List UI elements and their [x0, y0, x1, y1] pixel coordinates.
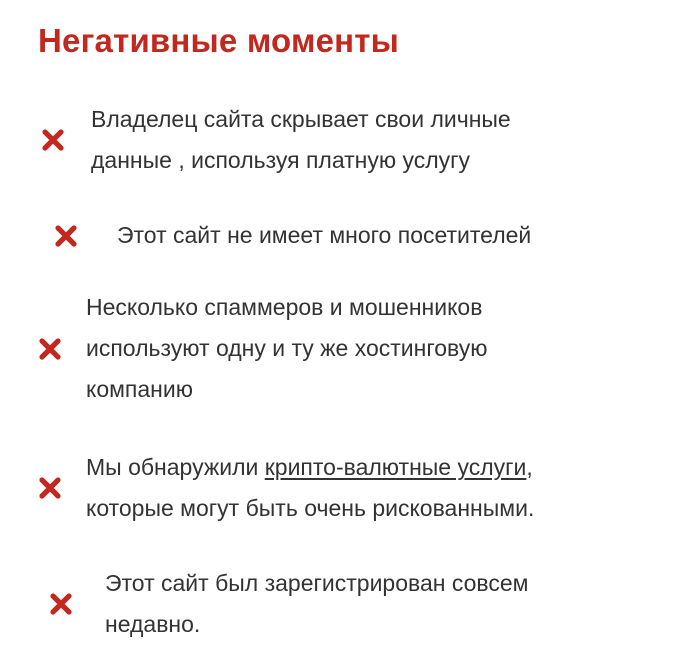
- negative-item: [53, 215, 531, 256]
- cross-icon: [37, 336, 63, 362]
- negative-item: [37, 447, 534, 529]
- item-text: [105, 563, 528, 645]
- negative-item: [37, 287, 488, 410]
- item-text-line: Владелец сайта скрывает свои личные: [91, 106, 511, 132]
- item-text-line: которые могут быть очень рискованными.: [86, 495, 535, 521]
- item-text: [86, 447, 534, 529]
- item-text-line: компанию: [86, 376, 193, 402]
- item-text-line: [86, 447, 534, 488]
- cross-icon: [48, 591, 74, 617]
- item-text-line: недавно.: [105, 611, 201, 637]
- item-text-line: Этот сайт не имеет много посетителей: [117, 222, 532, 248]
- item-text-line: Этот сайт был зарегистрирован совсем: [105, 570, 529, 596]
- item-text-line: используют одну и ту же хостинговую: [86, 335, 488, 361]
- cross-icon: [40, 127, 66, 153]
- cross-icon: [53, 223, 79, 249]
- item-text: [117, 215, 531, 256]
- item-text: [86, 287, 488, 410]
- negative-item: [40, 99, 511, 181]
- item-text-suffix: ,: [526, 454, 533, 480]
- item-text-line: Несколько спаммеров и мошенников: [86, 294, 483, 320]
- item-text: [91, 99, 511, 181]
- crypto-services-link[interactable]: крипто-валютные услуги: [264, 454, 527, 480]
- section-title: Негативные моменты: [38, 22, 399, 59]
- cross-icon: [37, 475, 63, 501]
- item-text-line: данные , используя платную услугу: [91, 147, 471, 173]
- negative-item: [48, 563, 528, 645]
- item-text-prefix: Мы обнаружили: [86, 454, 265, 480]
